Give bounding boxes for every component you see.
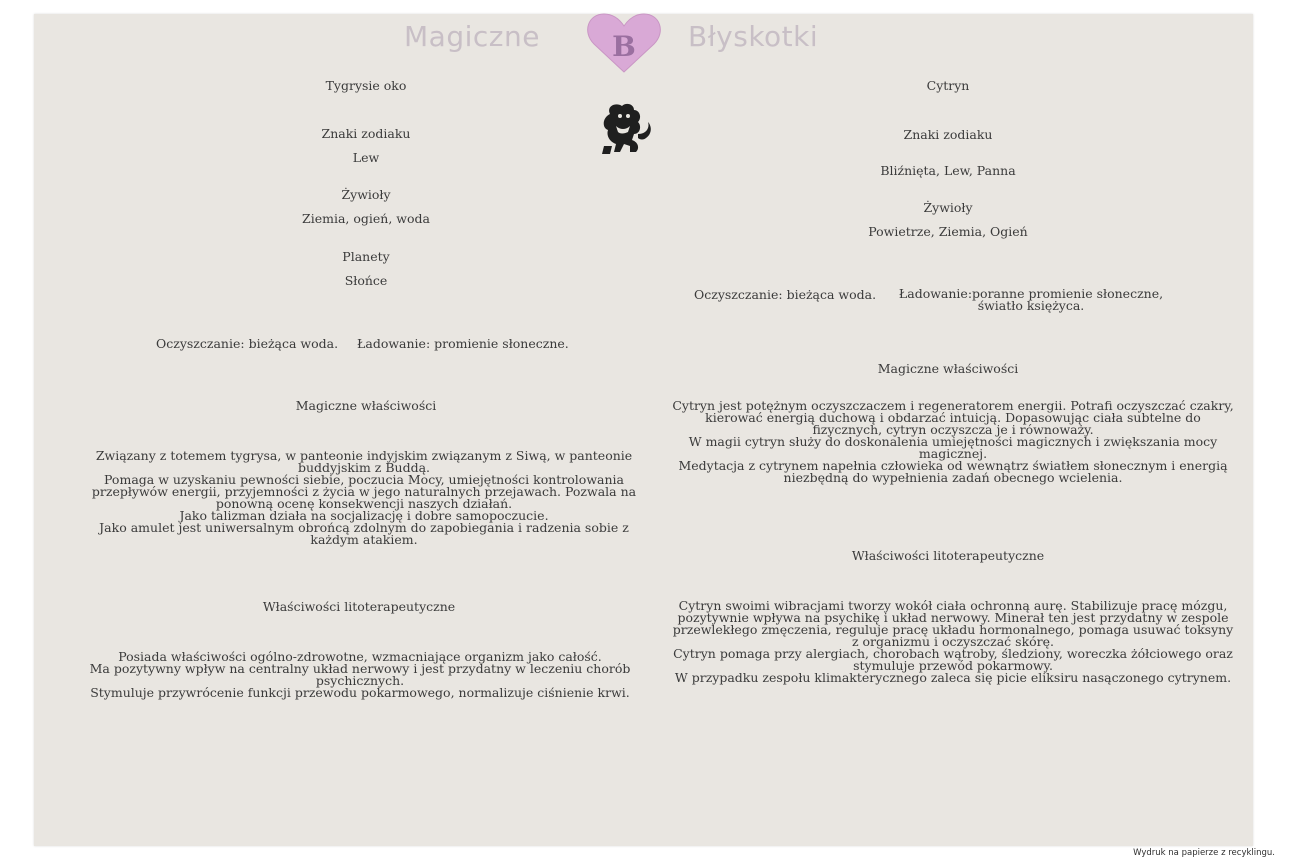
recycled-paper-note: Wydruk na papierze z recyklingu. — [1133, 848, 1275, 858]
leo-zodiac-icon — [596, 100, 652, 158]
brand-left-word: Magiczne — [404, 20, 540, 53]
logo-letter: B — [612, 30, 636, 63]
brand-right-word: Błyskotki — [688, 20, 819, 53]
right-magic-heading: Magiczne właściwości — [877, 361, 1019, 376]
left-magic-text: Związany z totemem tygrysa, w panteonie indyjskim związanym z Siwą, w panteonie buddyjskim z Buddą. Pomaga w uzyskaniu pewności siebie, poczucia Mocy, umiejętności kontrolowania przepływów energii, przyjemności z życia w jego naturalnych przejawach. Pozwala na ponowną ocenę konsekwencji naszych działań. Jako talizman działa na socjalizację i dobre samopoczucie. Jako amulet jest uniwersalnym obrońcą zdolnym do zapobiegania i radzenia sobie z każdym atakiem. — [91, 448, 637, 547]
left-elements-value: Ziemia, ogień, woda — [302, 211, 430, 226]
heart-logo-icon — [584, 8, 664, 76]
left-stone-name: Tygrysie oko — [325, 78, 407, 93]
left-zodiac-value: Lew — [352, 150, 380, 165]
right-zodiac-label: Znaki zodiaku — [903, 127, 993, 142]
left-zodiac-label: Znaki zodiaku — [321, 126, 411, 141]
right-litho-heading: Właściwości litoterapeutyczne — [851, 548, 1045, 563]
right-litho-text: Cytryn swoimi wibracjami tworzy wokół ciała ochronną aurę. Stabilizuje pracę mózgu, pozytywnie wpływa na psychikę i układ nerwowy. Minerał ten jest przydatny w zespole przewlekłego zmęczenia, reguluje pracę układu hormonalnego, pomaga usuwać toksyny z organizmu i oczyszczać skórę. Cytryn pomaga przy alergiach, chorobach wątroby, śledziony, woreczka żółciowego oraz stymuluje przewód pokarmowy. W przypadku zespołu klimakterycznego zaleca się picie eliksiru nasączonego cytrynem. — [672, 598, 1234, 685]
right-elements-label: Żywioły — [923, 200, 973, 215]
right-magic-text: Cytryn jest potężnym oczyszczaczem i regeneratorem energii. Potrafi oczyszczać czakry, kierować energią duchową i obdarzać intuicją. Dopasowując ciała subtelne do fizycznych, cytryn oczyszcza je i równoważy. W magii cytryn służy do doskonalenia umiejętności magicznych i zwiększania mocy magicznej. Medytacja z cytrynem napełnia człowieka od wewnątrz światłem słonecznym i energią niezbędną do wypełnienia zadań obecnego wcielenia. — [672, 398, 1234, 485]
left-litho-heading: Właściwości litoterapeutyczne — [262, 599, 456, 614]
left-litho-text: Posiada właściwości ogólno-zdrowotne, wzmacniające organizm jako całość. Ma pozytywny wpływ na centralny układ nerwowy i jest przydatny w leczeniu chorób psychicznych. Stymuluje przywrócenie funkcji przewodu pokarmowego, normalizuje ciśnienie krwi. — [89, 649, 631, 700]
left-charging: Ładowanie: promienie słoneczne. — [357, 336, 569, 351]
right-zodiac-value: Bliźnięta, Lew, Panna — [880, 163, 1016, 178]
left-magic-heading: Magiczne właściwości — [295, 398, 437, 413]
left-elements-label: Żywioły — [341, 187, 391, 202]
right-elements-value: Powietrze, Ziemia, Ogień — [868, 224, 1028, 239]
right-charging: Ładowanie:poranne promienie słoneczne, światło księżyca. — [898, 286, 1164, 313]
left-planets-value: Słońce — [344, 273, 388, 288]
left-planets-label: Planety — [342, 249, 390, 264]
right-stone-name: Cytryn — [926, 78, 970, 93]
left-cleansing: Oczyszczanie: bieżąca woda. — [156, 336, 339, 351]
right-cleansing: Oczyszczanie: bieżąca woda. — [694, 287, 877, 302]
